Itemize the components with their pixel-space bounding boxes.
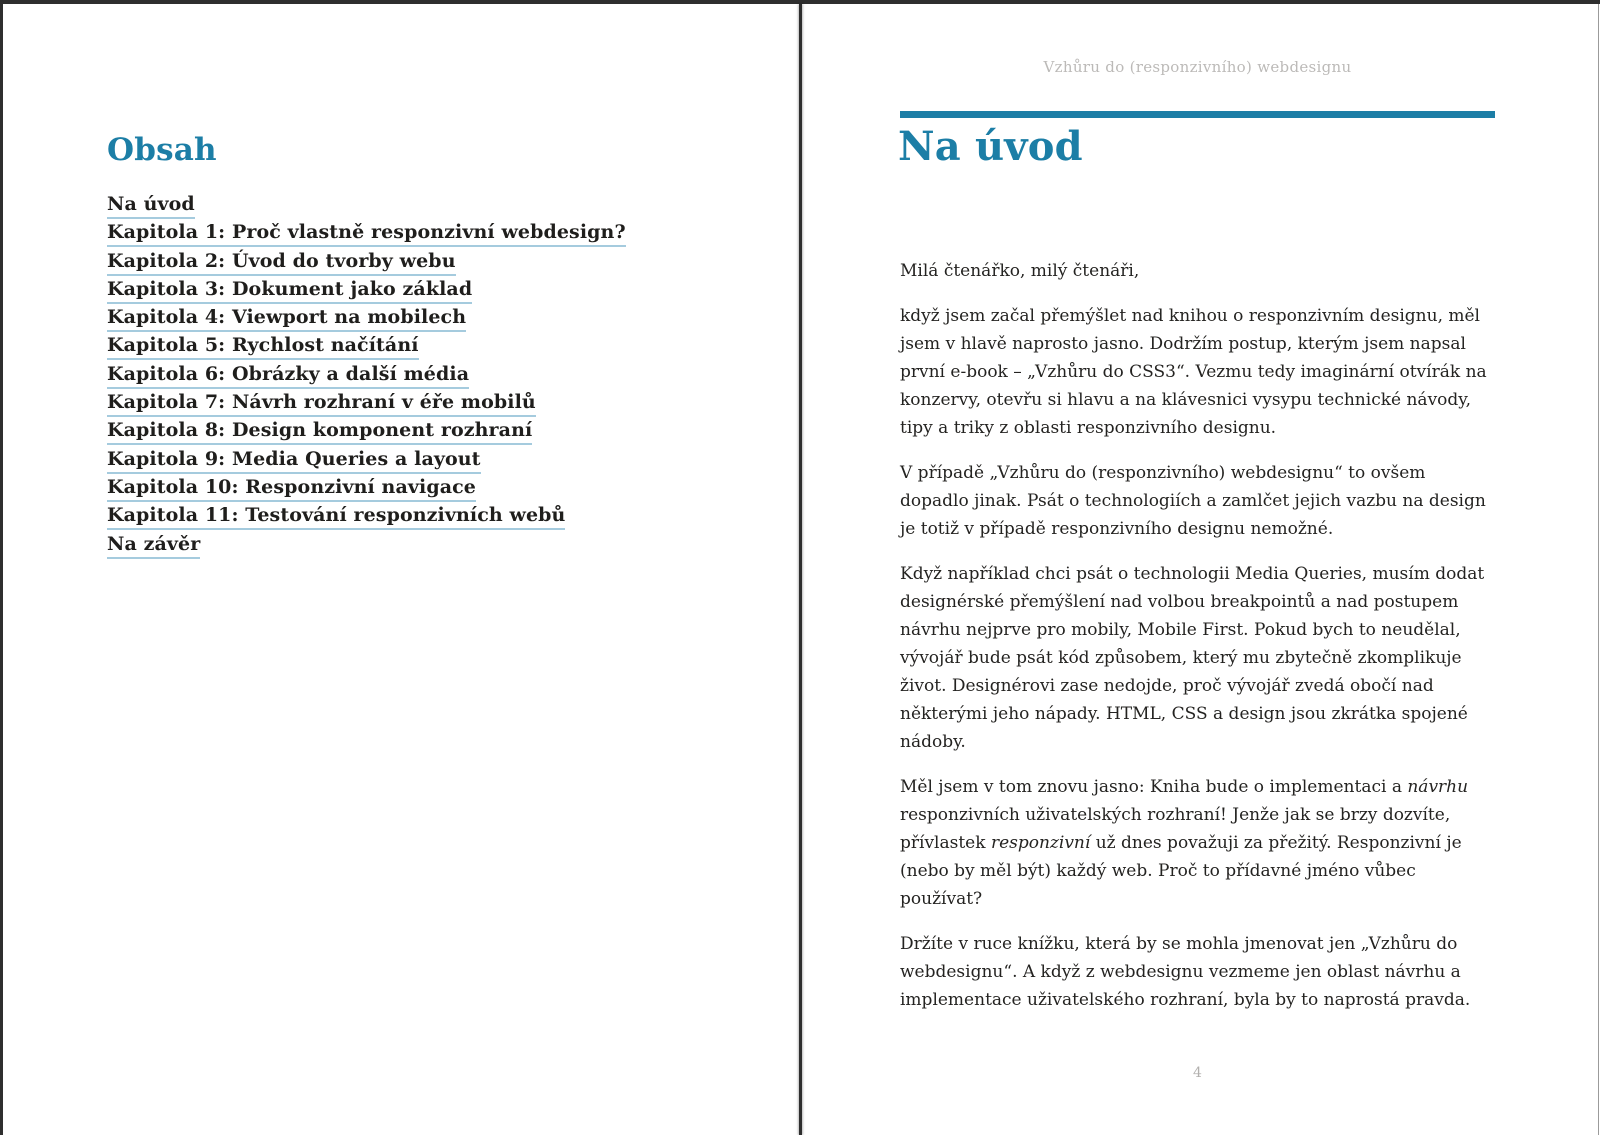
viewer-left-edge	[0, 0, 3, 1135]
paragraph	[900, 302, 1497, 442]
page-number: 4	[1193, 1065, 1202, 1081]
text-run: Když například chci psát o technologii Media Queries, musím dodat designérské přemýšlení nad volbou breakpointů a nad postupem návrhu nejprve pro mobily, Mobile First. Pokud bych to neudělal, vývojář bude psát kód způsobem, který mu zbytečně zkomplikuje život. Designérovi zase nedojde, proč vývojář zvedá obočí nad některými jeho nápady. HTML, CSS a design jsou zkrátka spojené nádoby.	[900, 564, 1485, 752]
toc-link[interactable]: Kapitola 9: Media Queries a layout	[107, 449, 481, 474]
text-run: V případě „Vzhůru do (responzivního) webdesignu“ to ovšem dopadlo jinak. Psát o technologiích a zamlčet jejich vazbu na design je totiž v případě responzivního designu nemožné.	[900, 463, 1486, 539]
emphasized-text: responzivní	[990, 833, 1091, 853]
paragraph	[900, 257, 1497, 285]
toc-link[interactable]: Kapitola 7: Návrh rozhraní v éře mobilů	[107, 392, 536, 417]
toc-link[interactable]: Kapitola 5: Rychlost načítání	[107, 335, 419, 360]
paragraph	[900, 773, 1497, 913]
emphasized-text: návrhu	[1407, 777, 1469, 797]
text-run: responzivních uživatelských rozhraní! Jenže jak se brzy dozvíte, přívlastek	[900, 805, 1451, 853]
toc-link[interactable]: Na úvod	[107, 194, 195, 219]
toc-link[interactable]: Kapitola 8: Design komponent rozhraní	[107, 420, 532, 445]
toc-heading: Obsah	[107, 132, 217, 168]
paragraph	[900, 459, 1497, 543]
toc-link[interactable]: Kapitola 3: Dokument jako základ	[107, 279, 472, 304]
text-run: Držíte v ruce knížku, která by se mohla jmenovat jen „Vzhůru do webdesignu“. A když z webdesignu vezmeme jen oblast návrhu a implementace uživatelského rozhraní, byla by to naprostá pravda.	[900, 934, 1471, 1010]
toc-link[interactable]: Kapitola 11: Testování responzivních webů	[107, 505, 565, 530]
section-rule	[900, 111, 1495, 118]
page-intro	[802, 4, 1597, 1135]
viewer-right-edge	[1598, 4, 1599, 1135]
text-run: už dnes považuji za přežitý. Responzivní je (nebo by měl být) každý web. Proč to přídavné jméno vůbec používat?	[900, 833, 1462, 909]
text-run: když jsem začal přemýšlet nad knihou o responzivním designu, měl jsem v hlavě naprosto jasno. Dodržím postup, kterým jsem napsal první e-book – „Vzhůru do CSS3“. Vezmu tedy imaginární otvírák na konzervy, otevřu si hlavu a na klávesnici vysypu technické návody, tipy a triky z oblasti responzivního designu.	[900, 306, 1487, 438]
toc-link[interactable]: Na závěr	[107, 534, 200, 559]
toc-link[interactable]: Kapitola 10: Responzivní navigace	[107, 477, 476, 502]
body-text	[900, 257, 1497, 1031]
page-toc	[3, 4, 799, 1135]
paragraph	[900, 930, 1497, 1014]
toc-link[interactable]: Kapitola 2: Úvod do tvorby webu	[107, 251, 456, 276]
text-run: Milá čtenářko, milý čtenáři,	[900, 261, 1140, 281]
toc-link[interactable]: Kapitola 1: Proč vlastně responzivní webdesign?	[107, 222, 626, 247]
paragraph	[900, 560, 1497, 756]
toc-list	[107, 194, 727, 562]
page-heading: Na úvod	[898, 123, 1083, 170]
running-header: Vzhůru do (responzivního) webdesignu	[1043, 58, 1352, 76]
toc-link[interactable]: Kapitola 6: Obrázky a další média	[107, 364, 469, 389]
page-divider	[799, 4, 802, 1135]
toc-link[interactable]: Kapitola 4: Viewport na mobilech	[107, 307, 466, 332]
text-run: Měl jsem v tom znovu jasno: Kniha bude o implementaci a	[900, 777, 1408, 797]
